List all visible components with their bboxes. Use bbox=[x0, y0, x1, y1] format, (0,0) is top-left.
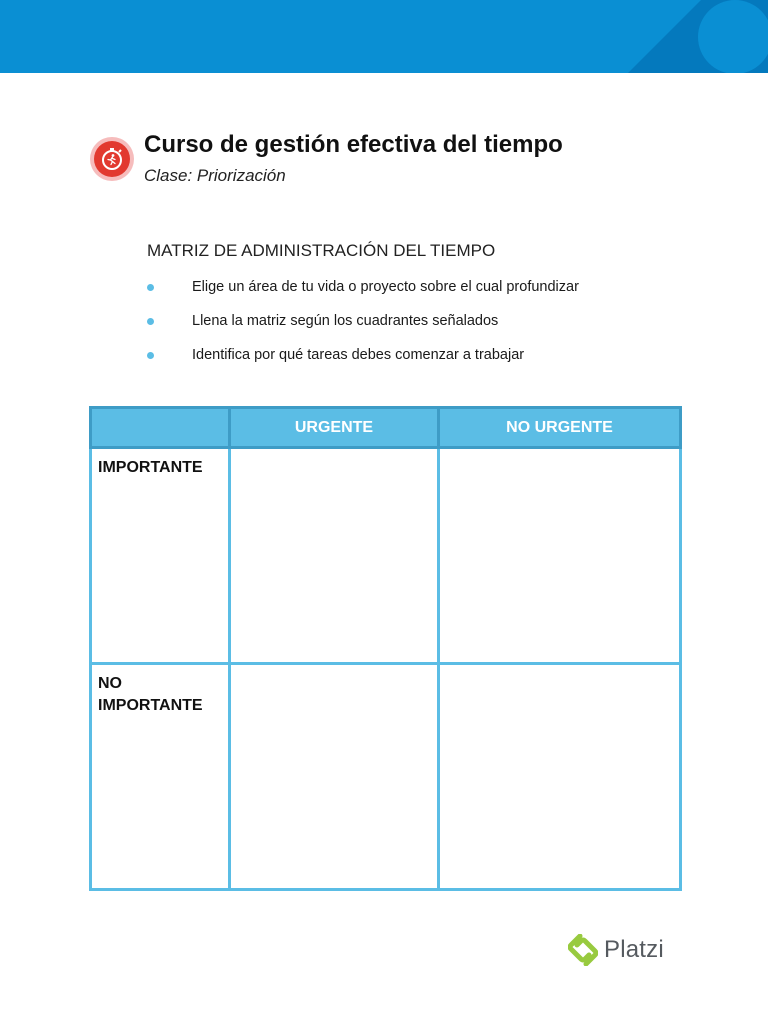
list-item bbox=[147, 276, 707, 310]
section-heading: MATRIZ DE ADMINISTRACIÓN DEL TIEMPO bbox=[147, 241, 496, 260]
platzi-logo bbox=[568, 932, 664, 968]
top-banner bbox=[0, 0, 768, 73]
bullet-icon bbox=[147, 284, 154, 291]
class-subtitle: Clase: Priorización bbox=[144, 166, 286, 185]
banner-triangle bbox=[628, 0, 701, 73]
list-item-text: Llena la matriz según los cuadrantes señalados bbox=[192, 313, 499, 329]
row-label-important: IMPORTANTE bbox=[91, 448, 230, 664]
matrix-corner-cell bbox=[91, 408, 230, 448]
list-item bbox=[147, 344, 707, 378]
quadrant-not-important-not-urgent[interactable] bbox=[439, 664, 681, 890]
column-header-urgent: URGENTE bbox=[230, 408, 439, 448]
row-label-not-important: NO IMPORTANTE bbox=[91, 664, 230, 890]
bullet-icon bbox=[147, 352, 154, 359]
course-title: Curso de gestión efectiva del tiempo bbox=[144, 131, 563, 158]
list-item bbox=[147, 310, 707, 344]
instruction-list bbox=[147, 276, 707, 378]
platzi-wordmark: Platzi bbox=[604, 936, 664, 963]
list-item-text: Elige un área de tu vida o proyecto sobre el cual profundizar bbox=[192, 279, 579, 295]
banner-circle bbox=[698, 0, 768, 73]
bullet-icon bbox=[147, 318, 154, 325]
list-item-text: Identifica por qué tareas debes comenzar a trabajar bbox=[192, 347, 525, 363]
time-management-matrix bbox=[89, 406, 682, 891]
matrix-row-not-important bbox=[91, 664, 681, 890]
quadrant-not-important-urgent[interactable] bbox=[230, 664, 439, 890]
quadrant-important-not-urgent[interactable] bbox=[439, 448, 681, 664]
stopwatch-runner-icon bbox=[90, 137, 134, 181]
platzi-logo-icon bbox=[568, 934, 598, 966]
column-header-not-urgent: NO URGENTE bbox=[439, 408, 681, 448]
matrix-header-row bbox=[91, 408, 681, 448]
matrix-row-important bbox=[91, 448, 681, 664]
quadrant-important-urgent[interactable] bbox=[230, 448, 439, 664]
